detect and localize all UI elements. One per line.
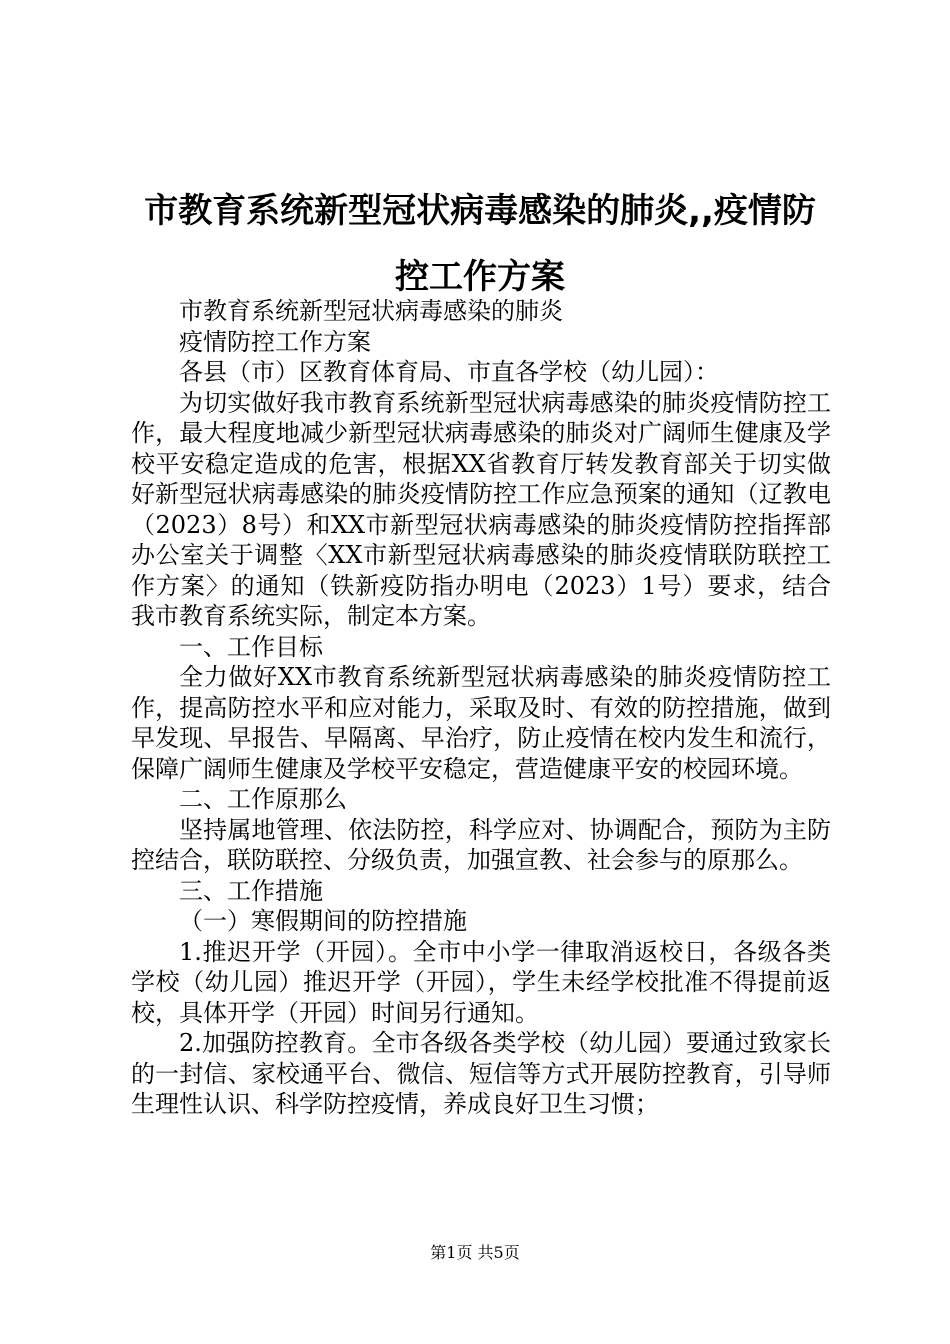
- title-line-1: 市教育系统新型冠状病毒感染的肺炎,,疫情防: [144, 191, 816, 231]
- paragraph-subtitle-1: 市教育系统新型冠状病毒感染的肺炎: [179, 297, 563, 325]
- paragraph-intro: 为切实做好我市教育系统新型冠状病毒感染的肺炎疫情防控工作，最大程度地减少新型冠状病毒感染的肺炎对广阔师生健康及学校平安稳定造成的危害，根据XX省教育厅转发教育部关于切实做好新型冠状病毒感染的肺炎疫情防控工作应急预案的通知（辽教电（2023）8号）和XX市新型冠状病毒感染的肺炎疫情防控指挥部办公室关于调整〈XX市新型冠状病毒感染的肺炎疫情联防联控工作方案〉的通知（铁新疫防指办明电（2023）1号）要求，结合我市教育系统实际，制定本方案。: [131, 388, 831, 630]
- subsection-heading-winter-break: （一）寒假期间的防控措施: [179, 907, 467, 935]
- paragraph-goals: 全力做好XX市教育系统新型冠状病毒感染的肺炎疫情防控工作，提高防控水平和应对能力，采取及时、有效的防控措施，做到早发现、早报告、早隔离、早治疗，防止疫情在校内发生和流行，保障广阔师生健康及学校平安稳定，营造健康平安的校园环境。: [131, 663, 831, 783]
- title-line-2: 控工作方案: [395, 257, 565, 297]
- page-number: 第1页 共5页: [430, 1243, 520, 1262]
- section-heading-measures: 三、工作措施: [179, 876, 323, 905]
- page-title: [120, 178, 840, 310]
- page-footer: [0, 1240, 950, 1263]
- document-body: [131, 296, 831, 1120]
- section-heading-principles: 二、工作原那么: [179, 785, 347, 813]
- paragraph-measure-1: 1.推迟开学（开园）。全市中小学一律取消返校日，各级各类学校（幼儿园）推迟开学（开园），学生未经学校批准不得提前返校，具体开学（开园）时间另行通知。: [131, 937, 831, 1027]
- paragraph-measure-2: 2.加强防控教育。全市各级各类学校（幼儿园）要通过致家长的一封信、家校通平台、微信、短信等方式开展防控教育，引导师生理性认识、科学防控疫情，养成良好卫生习惯；: [131, 1029, 831, 1118]
- paragraph-subtitle-2: 疫情防控工作方案: [179, 327, 371, 356]
- section-heading-goals: 一、工作目标: [179, 632, 323, 661]
- paragraph-addressee: 各县（市）区教育体育局、市直各学校（幼儿园）：: [179, 358, 719, 386]
- paragraph-principles: 坚持属地管理、依法防控，科学应对、协调配合，预防为主防控结合，联防联控、分级负责，加强宣教、社会参与的原那么。: [131, 815, 831, 874]
